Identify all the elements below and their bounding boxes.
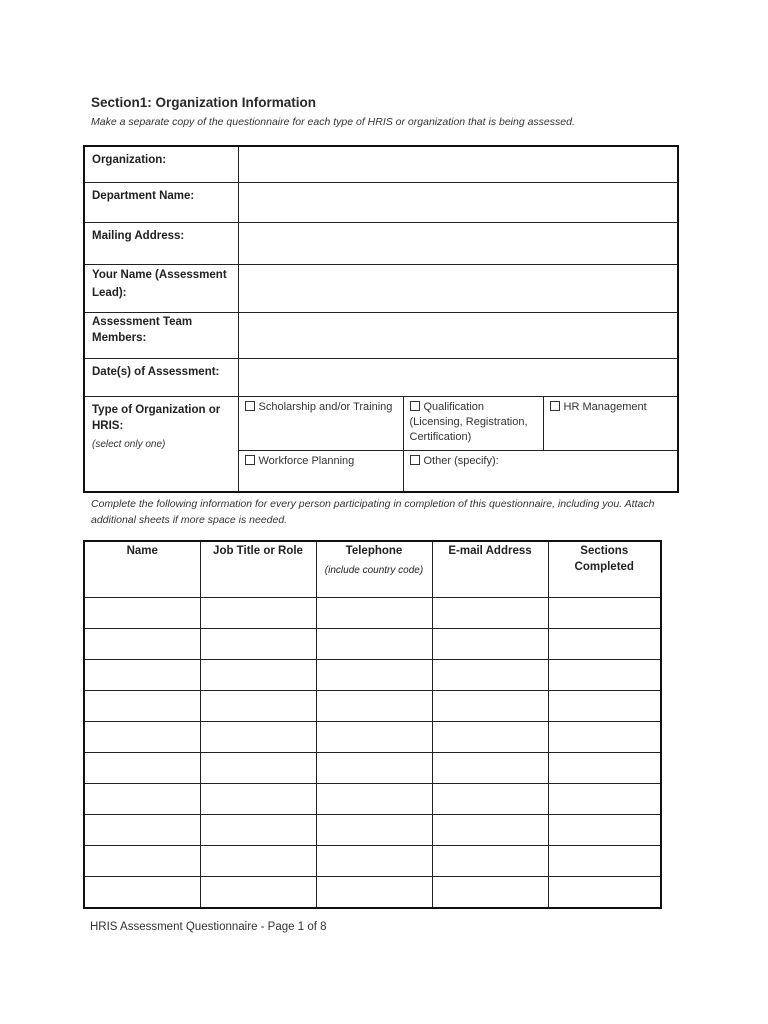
sections-cell[interactable]	[548, 846, 661, 877]
table-row	[84, 753, 661, 784]
telephone-cell[interactable]	[316, 691, 432, 722]
org-type-sublabel: (select only one)	[92, 438, 166, 450]
assessment-team-field[interactable]	[238, 312, 678, 358]
job-title-cell[interactable]	[200, 629, 316, 660]
column-header-email	[432, 541, 548, 598]
participants-note: Complete the following information for every person participating in completion of this questionnaire, including you. Attach additional sheets if more space is needed.	[91, 498, 655, 526]
email-cell[interactable]	[432, 722, 548, 753]
option-scholarship[interactable]	[238, 396, 403, 450]
table-row	[84, 691, 661, 722]
job-title-cell[interactable]	[200, 815, 316, 846]
sections-cell[interactable]	[548, 660, 661, 691]
option-qualification[interactable]	[403, 396, 543, 450]
job-title-cell[interactable]	[200, 598, 316, 629]
column-header-telephone	[316, 541, 432, 598]
sections-cell[interactable]	[548, 722, 661, 753]
participants-table	[83, 540, 662, 909]
assessment-date-label: Date(s) of Assessment:	[84, 358, 238, 396]
name-cell[interactable]	[84, 784, 200, 815]
telephone-cell[interactable]	[316, 753, 432, 784]
job-title-cell[interactable]	[200, 691, 316, 722]
telephone-cell[interactable]	[316, 815, 432, 846]
name-cell[interactable]	[84, 877, 200, 909]
telephone-cell[interactable]	[316, 629, 432, 660]
department-name-field[interactable]	[238, 182, 678, 222]
table-row	[84, 598, 661, 629]
job-title-cell[interactable]	[200, 846, 316, 877]
column-label: Telephone	[345, 545, 403, 557]
assessment-lead-field[interactable]	[238, 264, 678, 312]
name-cell[interactable]	[84, 629, 200, 660]
name-cell[interactable]	[84, 815, 200, 846]
name-cell[interactable]	[84, 846, 200, 877]
telephone-cell[interactable]	[316, 846, 432, 877]
column-header-name	[84, 541, 200, 598]
checkbox-icon[interactable]	[550, 401, 560, 411]
job-title-cell[interactable]	[200, 877, 316, 909]
sections-cell[interactable]	[548, 629, 661, 660]
column-label: Name	[126, 545, 158, 557]
assessment-lead-label: Your Name (Assessment Lead):	[84, 264, 238, 312]
email-cell[interactable]	[432, 629, 548, 660]
email-cell[interactable]	[432, 691, 548, 722]
column-header-sections	[548, 541, 661, 598]
email-cell[interactable]	[432, 846, 548, 877]
org-type-label-cell	[84, 396, 238, 492]
sections-cell[interactable]	[548, 877, 661, 909]
table-row	[84, 784, 661, 815]
email-cell[interactable]	[432, 660, 548, 691]
checkbox-icon[interactable]	[245, 455, 255, 465]
email-cell[interactable]	[432, 784, 548, 815]
telephone-cell[interactable]	[316, 598, 432, 629]
option-label: Qualification (Licensing, Registration, Certification)	[409, 400, 528, 443]
email-cell[interactable]	[432, 598, 548, 629]
column-header-job-title	[200, 541, 316, 598]
table-row	[84, 815, 661, 846]
job-title-cell[interactable]	[200, 784, 316, 815]
section-note: Make a separate copy of the questionnaire for each type of HRIS or organization that is being assessed.	[91, 116, 575, 128]
section-title: Section1: Organization Information	[91, 95, 317, 110]
email-cell[interactable]	[432, 815, 548, 846]
org-type-label: Type of Organization or HRIS:	[92, 403, 221, 432]
name-cell[interactable]	[84, 598, 200, 629]
assessment-team-label: Assessment Team Members:	[84, 312, 238, 358]
mailing-address-field[interactable]	[238, 222, 678, 264]
name-cell[interactable]	[84, 691, 200, 722]
assessment-date-field[interactable]	[238, 358, 678, 396]
sections-cell[interactable]	[548, 691, 661, 722]
checkbox-icon[interactable]	[245, 401, 255, 411]
name-cell[interactable]	[84, 660, 200, 691]
sections-cell[interactable]	[548, 753, 661, 784]
job-title-cell[interactable]	[200, 753, 316, 784]
checkbox-icon[interactable]	[410, 455, 420, 465]
page-footer: HRIS Assessment Questionnaire - Page 1 of 8	[90, 921, 327, 933]
option-label: Other (specify):	[423, 454, 499, 467]
column-label: E-mail Address	[448, 545, 532, 557]
checkbox-icon[interactable]	[410, 401, 420, 411]
table-row	[84, 660, 661, 691]
name-cell[interactable]	[84, 753, 200, 784]
telephone-cell[interactable]	[316, 784, 432, 815]
column-label: Job Title or Role	[213, 545, 303, 557]
email-cell[interactable]	[432, 753, 548, 784]
organization-table	[83, 145, 679, 493]
option-label: HR Management	[563, 400, 647, 413]
table-row	[84, 877, 661, 909]
option-hr-management[interactable]	[543, 396, 678, 450]
sections-cell[interactable]	[548, 784, 661, 815]
option-label: Scholarship and/or Training	[258, 400, 393, 413]
organization-field[interactable]	[238, 146, 678, 182]
department-name-label: Department Name:	[84, 182, 238, 222]
name-cell[interactable]	[84, 722, 200, 753]
telephone-cell[interactable]	[316, 877, 432, 909]
column-label: Sections Completed	[574, 545, 634, 573]
sections-cell[interactable]	[548, 598, 661, 629]
option-other[interactable]	[403, 450, 678, 492]
sections-cell[interactable]	[548, 815, 661, 846]
table-row	[84, 722, 661, 753]
mailing-address-label: Mailing Address:	[84, 222, 238, 264]
email-cell[interactable]	[432, 877, 548, 909]
column-note: (include country code)	[324, 565, 424, 576]
option-workforce-planning[interactable]	[238, 450, 403, 492]
job-title-cell[interactable]	[200, 660, 316, 691]
organization-label: Organization:	[84, 146, 238, 182]
table-row	[84, 846, 661, 877]
option-label: Workforce Planning	[258, 454, 355, 467]
job-title-cell[interactable]	[200, 722, 316, 753]
table-row	[84, 629, 661, 660]
telephone-cell[interactable]	[316, 722, 432, 753]
telephone-cell[interactable]	[316, 660, 432, 691]
